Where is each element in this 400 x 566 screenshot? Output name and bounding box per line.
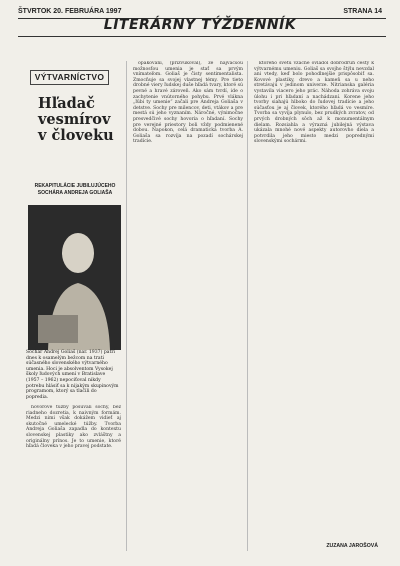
- article-column-3: [254, 61, 374, 539]
- column-text: opakovaní, (prízvukoval), že najväčšou možnosťou umenia je stať sa prvým vnímateľom. Goliaš je čisty sentimentalista. Zmocňuje sa svojej vlastnej témy. Pre tieto drobné viery ľudskej duše hľadá tvary, ktoré sú pevné a hravé zároveň. Ako sám tvrdí, ide o zachytenie vnútorného pohybu. Prvé vlákna „ľúbi ty umenie“ začali pre Andreja Goliaša v detstve. Sochy pre milencov, deti, vtákov a pre mestá sú jeho vyznaním. Náročné, výnimočne presvedčivé sochy hovoria o hľadaní. Sochy pre verejné priestory boli vždy podmienené dobou. Napokon, celá dramatická tvorba A. Goliaša sa rozvíja na pozadí sochárskej tradície.: [133, 61, 243, 145]
- issue-date: ŠTVRTOK 20. FEBRUÁRA 1997: [18, 8, 122, 15]
- column-divider: [247, 61, 248, 551]
- sculptor-photo: [28, 205, 121, 350]
- masthead-rule: [18, 36, 386, 37]
- photo-caption: Sochár Andrej Goliaš (nar. 1937) patrí dnes k osamelým bežcom na trati súčasného slovenského výtvarného umenia. Hoci je absolventom Vysokej školy ľudových umení v Bratislave (1957 – 1962) nepociťoval nikdy potrebu hlásiť sa k nijakým skupinovým programom, ktorý sa tlačili do popredia.: [26, 350, 119, 400]
- page-number: STRANA 14: [343, 8, 382, 15]
- article-title: Hľadač vesmírov v človeku: [38, 95, 114, 144]
- section-label: VÝTVARNÍCTVO: [30, 70, 109, 85]
- author-signature: ZUZANA JAROŠOVÁ: [326, 543, 378, 549]
- column-divider: [126, 61, 127, 551]
- masthead: LITERÁRNY TÝŽDENNÍK: [103, 17, 297, 33]
- article-column-2: [133, 61, 243, 548]
- column-text: ktorého svetu vzácne ovládol dobrodruh cesty k výtvarnému umeniu. Goliaš sa svojho štýlu nevzdal ani vtedy, keď bolo pohodlnejšie prispôsobiť sa. Kovové plastiky, drevo a kameň sa u neho stretávajú v jedinom univerze. Nitrianska galéria vystavila viacero jeho prác. Náhoda zohráva svoju úlohu i pri hľadaní a nachádzaní. Korene jeho tvorby siahajú hlboko do ľudovej tradície a jeho súčasťou je aj človek, ktorého hľadá vo vesmíre. Tvorba sa vyvíja plynulo, bez prudkých zvratov, od prvých drobných sôch až k monumentálnym dielam. Rozsiahla a výrazná jubilejná výstava ukázala mnohé nové aspekty autorovho diela a potvrdila jeho miesto medzi poprednými slovenskými sochármi.: [254, 61, 374, 145]
- article-subtitle: REKAPITULÁCIE JUBILUJÚCEHO SOCHÁRA ANDREJA GOLIAŠA: [34, 183, 116, 196]
- column-text: hovorové túžby posúvali sochy, bez riadneho dozretia, k naivným formám. Medzi nimi však dokážem vidieť aj skutočné umelecké túžby. Tvorba Andreja Goliaša zapadla do kontextu slovenskej plastiky ako zvláštny a originálny prínos. Je to umenie, ktoré hľadá človeka v jeho pravej podstate.: [26, 405, 121, 450]
- article-column-1: [26, 405, 121, 548]
